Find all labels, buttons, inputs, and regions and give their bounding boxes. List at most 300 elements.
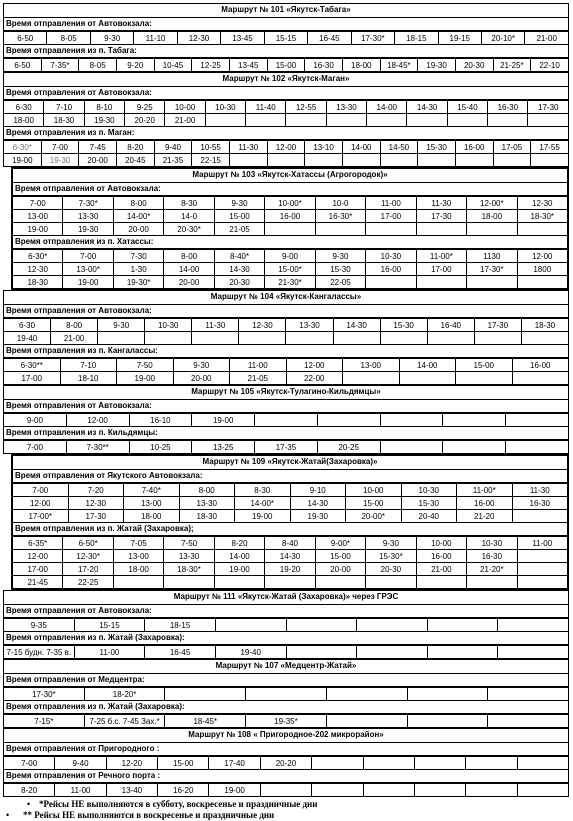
table-row <box>4 141 569 154</box>
time-cell: 7-10 <box>44 101 84 114</box>
times-table <box>12 249 568 289</box>
time-cell <box>343 372 400 385</box>
time-cell <box>286 332 333 345</box>
time-cell: 21-30* <box>265 276 315 289</box>
footnote-text: *Рейсы НЕ выполняются в субботу, воскресенье и праздничные дни <box>39 799 318 809</box>
time-cell: 19-30 <box>63 223 113 236</box>
time-cell <box>447 114 487 127</box>
time-cell <box>517 550 567 563</box>
time-cell: 6-50 <box>4 32 47 45</box>
times-table <box>3 783 569 797</box>
time-cell: 15-00* <box>265 263 315 276</box>
time-cell: 8-00 <box>179 484 235 497</box>
time-cell: 12-00* <box>467 197 517 210</box>
time-cell: 16-30 <box>488 101 528 114</box>
times-table <box>3 100 569 127</box>
time-cell: 18-15 <box>145 619 216 632</box>
time-cell: 16-40 <box>427 319 474 332</box>
time-cell: 10-00 <box>346 484 402 497</box>
table-row <box>13 223 568 236</box>
time-cell <box>246 688 327 701</box>
departure-label: Время отправления из п. Жатай (Захаровка): <box>3 701 569 714</box>
table-row <box>4 757 569 770</box>
time-cell: 7-50 <box>164 537 214 550</box>
time-cell <box>363 757 414 770</box>
time-cell: 12-00 <box>66 414 129 427</box>
table-row <box>4 319 569 332</box>
time-cell: 13-30 <box>286 319 333 332</box>
time-cell: 7-00 <box>4 757 55 770</box>
time-cell: 14-00 <box>214 550 264 563</box>
time-cell: 12-30 <box>239 319 286 332</box>
table-row <box>4 619 569 632</box>
departure-label: Время отправления из п. Кильдямцы: <box>3 427 569 440</box>
time-cell: 7-00 <box>13 484 69 497</box>
time-cell: 13-30 <box>179 497 235 510</box>
time-cell <box>366 223 416 236</box>
time-cell: 20-30 <box>366 563 416 576</box>
times-table <box>3 413 569 427</box>
time-cell: 6-30** <box>4 359 61 372</box>
time-cell: 14-30 <box>290 497 346 510</box>
time-cell <box>333 332 380 345</box>
time-cell: 19-20 <box>265 563 315 576</box>
time-cell <box>380 154 418 167</box>
time-cell: 7-30* <box>63 197 113 210</box>
time-cell: 7-30 <box>113 250 163 263</box>
time-cell: 9-00 <box>265 250 315 263</box>
time-cell <box>466 784 517 797</box>
time-cell: 10-00* <box>265 197 315 210</box>
time-cell: 19-00 <box>209 784 260 797</box>
time-cell <box>427 646 498 659</box>
time-cell <box>98 332 145 345</box>
time-cell: 10-25 <box>129 441 192 454</box>
time-cell <box>326 688 407 701</box>
time-cell <box>456 372 513 385</box>
time-cell: 15-00 <box>346 497 402 510</box>
times-table <box>3 440 569 454</box>
table-row <box>4 715 569 728</box>
time-cell: 9-35 <box>4 619 75 632</box>
time-cell: 14-30 <box>265 550 315 563</box>
time-cell: 11-00 <box>230 359 287 372</box>
time-cell: 14-00 <box>342 141 380 154</box>
time-cell: 14-30 <box>407 101 447 114</box>
time-cell: 13-30 <box>326 101 366 114</box>
time-cell: 16-30 <box>512 497 568 510</box>
time-cell <box>517 223 567 236</box>
time-cell: 9-30 <box>90 32 133 45</box>
time-cell: 8-05 <box>47 32 90 45</box>
time-cell: 16-30* <box>315 210 365 223</box>
time-cell <box>416 576 466 589</box>
time-cell: 6-30* <box>13 250 63 263</box>
time-cell: 7-45 <box>79 141 117 154</box>
route-title: Маршрут № 103 «Якутск-Хатассы (Агрогородок)» <box>12 168 568 183</box>
time-cell: 19-00 <box>13 223 63 236</box>
route-title: Маршрут № 102 «Якутск-Маган» <box>3 72 569 87</box>
time-cell: 6-35* <box>13 537 63 550</box>
time-cell: 20-30 <box>214 276 264 289</box>
route-section <box>11 167 569 290</box>
time-cell: 17-30* <box>467 263 517 276</box>
table-row <box>4 101 569 114</box>
table-row <box>4 154 569 167</box>
time-cell <box>229 154 267 167</box>
departure-label: Время отправления от Автовокзала: <box>3 87 569 100</box>
time-cell: 10-00 <box>165 101 205 114</box>
table-row <box>13 576 568 589</box>
departure-label: Время отправления из п. Кангалассы: <box>3 345 569 358</box>
time-cell <box>399 372 456 385</box>
time-cell: 20-00 <box>164 276 214 289</box>
time-cell: 14-00 <box>164 263 214 276</box>
time-cell <box>498 619 569 632</box>
table-row <box>4 114 569 127</box>
departure-label: Время отправления от Автовокзала: <box>3 305 569 318</box>
time-cell <box>255 414 318 427</box>
time-cell <box>380 414 443 427</box>
time-cell <box>493 154 531 167</box>
route-section <box>3 3 569 72</box>
time-cell: 18-30* <box>164 563 214 576</box>
time-cell: 13-30 <box>164 550 214 563</box>
time-cell: 6-30* <box>4 141 42 154</box>
time-cell: 20-00 <box>79 154 117 167</box>
time-cell: 14-00 <box>367 101 407 114</box>
table-row <box>13 263 568 276</box>
time-cell: 12-00 <box>13 497 69 510</box>
time-cell: 10-30 <box>366 250 416 263</box>
time-cell: 13-00 <box>343 359 400 372</box>
time-cell: 20-30 <box>455 59 493 72</box>
time-cell: 16-00 <box>512 359 569 372</box>
table-row <box>13 550 568 563</box>
time-cell: 9-40 <box>55 757 106 770</box>
time-cell: 19-30* <box>113 276 163 289</box>
time-cell <box>305 154 343 167</box>
time-cell: 18-30 <box>521 319 568 332</box>
time-cell: 21-00 <box>51 332 98 345</box>
time-cell: 18-45* <box>380 59 418 72</box>
time-cell: 20-40 <box>401 510 457 523</box>
time-cell: 19-15 <box>438 32 481 45</box>
times-table <box>3 31 569 45</box>
time-cell: 11-30 <box>512 484 568 497</box>
time-cell: 6-30 <box>4 319 51 332</box>
time-cell: 15-30* <box>366 550 416 563</box>
time-cell <box>512 372 569 385</box>
time-cell <box>517 276 567 289</box>
time-cell: 14-30 <box>333 319 380 332</box>
time-cell: 19-00 <box>63 276 113 289</box>
time-cell: 10-45 <box>154 59 192 72</box>
time-cell: 21-00 <box>525 32 569 45</box>
time-cell: 9-00 <box>4 414 67 427</box>
bullet-icon: • <box>27 799 31 809</box>
time-cell: 12-25 <box>192 59 230 72</box>
time-cell <box>488 688 569 701</box>
departure-label: Время отправления из п. Маган: <box>3 127 569 140</box>
time-cell: 15-15 <box>264 32 307 45</box>
time-cell: 8-20 <box>214 537 264 550</box>
departure-label: Время отправления от Пригородного : <box>3 743 569 756</box>
time-cell: 14-00 <box>399 359 456 372</box>
time-cell <box>342 154 380 167</box>
time-cell <box>265 223 315 236</box>
time-cell: 17-30 <box>528 101 569 114</box>
time-cell: 6-50 <box>4 59 42 72</box>
time-cell: 6-50* <box>63 537 113 550</box>
time-cell <box>517 576 567 589</box>
time-cell: 13-00* <box>63 263 113 276</box>
time-cell: 15-15 <box>74 619 145 632</box>
time-cell: 13-45 <box>221 32 264 45</box>
time-cell: 17-00 <box>13 563 63 576</box>
time-cell <box>357 646 428 659</box>
time-cell: 7-50 <box>117 359 174 372</box>
time-cell <box>488 715 569 728</box>
time-cell: 19-00 <box>192 414 255 427</box>
time-cell: 19-00 <box>214 563 264 576</box>
time-cell <box>488 114 528 127</box>
time-cell: 12-55 <box>286 101 326 114</box>
time-cell: 18-00 <box>342 59 380 72</box>
table-row <box>13 497 568 510</box>
time-cell: 13-00 <box>113 550 163 563</box>
time-cell: 11-30 <box>416 197 466 210</box>
time-cell <box>416 276 466 289</box>
time-cell <box>214 576 264 589</box>
time-cell: 7-00 <box>41 141 79 154</box>
time-cell: 13-40 <box>106 784 157 797</box>
time-cell: 20-20 <box>260 757 311 770</box>
times-table <box>12 536 568 589</box>
time-cell: 18-10 <box>60 372 117 385</box>
time-cell: 20-00 <box>315 563 365 576</box>
route-title: Маршрут № 108 « Пригородное-202 микрорайон» <box>3 728 569 743</box>
time-cell <box>414 784 465 797</box>
time-cell: 9-20 <box>116 59 154 72</box>
time-cell <box>145 332 192 345</box>
time-cell <box>427 332 474 345</box>
table-row <box>13 276 568 289</box>
time-cell <box>286 114 326 127</box>
table-row <box>4 688 569 701</box>
time-cell: 19-30 <box>290 510 346 523</box>
time-cell <box>286 646 357 659</box>
time-cell: 9-10 <box>290 484 346 497</box>
time-cell: 14-0 <box>164 210 214 223</box>
time-cell <box>315 576 365 589</box>
table-row <box>13 484 568 497</box>
time-cell <box>357 619 428 632</box>
time-cell: 15-30 <box>418 141 456 154</box>
time-cell: 13-30 <box>63 210 113 223</box>
times-table <box>3 618 569 632</box>
time-cell: 7-00 <box>63 250 113 263</box>
time-cell: 7-40* <box>124 484 180 497</box>
time-cell <box>517 784 568 797</box>
route-title: Маршрут № 109 «Якутск-Жатай(Захаровка)» <box>12 455 568 470</box>
time-cell: 19-30 <box>418 59 456 72</box>
time-cell: 7-00 <box>13 197 63 210</box>
time-cell: 10-30 <box>401 484 457 497</box>
time-cell: 19-35* <box>246 715 327 728</box>
time-cell: 18-30* <box>517 210 567 223</box>
time-cell: 12-00 <box>517 250 567 263</box>
time-cell: 18-30 <box>44 114 84 127</box>
time-cell: 18-30 <box>179 510 235 523</box>
time-cell: 16-20 <box>158 784 209 797</box>
time-cell: 20-20 <box>125 114 165 127</box>
time-cell: 1-30 <box>113 263 163 276</box>
time-cell <box>466 757 517 770</box>
time-cell: 21-20* <box>467 563 517 576</box>
time-cell: 16-10 <box>129 414 192 427</box>
time-cell <box>312 784 363 797</box>
times-table <box>3 756 569 770</box>
time-cell <box>164 576 214 589</box>
time-cell <box>531 154 569 167</box>
departure-label: Время отправления из п. Жатай (Захаровка); <box>12 523 568 536</box>
time-cell <box>165 688 246 701</box>
times-table <box>3 358 569 385</box>
route-title: Маршрут № 107 «Медцентр-Жатай» <box>3 659 569 674</box>
time-cell: 17-00 <box>4 372 61 385</box>
time-cell: 8-00 <box>164 250 214 263</box>
time-cell <box>363 784 414 797</box>
time-cell: 12-20 <box>106 757 157 770</box>
time-cell <box>416 223 466 236</box>
time-cell: 16-30 <box>467 550 517 563</box>
time-cell: 11-10 <box>134 32 177 45</box>
time-cell: 11-30 <box>192 319 239 332</box>
time-cell: 22-25 <box>63 576 113 589</box>
time-cell <box>366 576 416 589</box>
time-cell: 15-00 <box>315 550 365 563</box>
time-cell: 17-40 <box>209 757 260 770</box>
time-cell: 21-00 <box>416 563 466 576</box>
times-table <box>12 196 568 236</box>
time-cell: 18-00 <box>4 114 44 127</box>
time-cell: 19-40 <box>4 332 51 345</box>
time-cell: 17-55 <box>531 141 569 154</box>
time-cell: 9-30 <box>98 319 145 332</box>
time-cell: 19-00 <box>117 372 174 385</box>
footnote-text: ** Рейсы НЕ выполняются в воскресенье и праздничные дни <box>23 810 275 820</box>
times-table <box>3 58 569 72</box>
route-section <box>3 590 569 659</box>
time-cell: 14-50 <box>380 141 418 154</box>
time-cell: 22-05 <box>315 276 365 289</box>
time-cell: 13-00 <box>124 497 180 510</box>
time-cell: 8-00 <box>113 197 163 210</box>
time-cell: 12-00 <box>267 141 305 154</box>
time-cell: 8-20 <box>4 784 55 797</box>
table-row <box>13 510 568 523</box>
table-row <box>13 563 568 576</box>
departure-label: Время отправления от Автовокзала: <box>3 400 569 413</box>
time-cell: 17-30 <box>416 210 466 223</box>
time-cell: 9-00* <box>315 537 365 550</box>
time-cell: 19-40 <box>215 646 286 659</box>
time-cell: 17-30 <box>68 510 124 523</box>
time-cell: 21-00 <box>165 114 205 127</box>
route-section <box>3 72 569 167</box>
route-section <box>11 454 569 590</box>
time-cell: 22-10 <box>531 59 569 72</box>
time-cell <box>260 784 311 797</box>
time-cell: 11-40 <box>246 101 286 114</box>
route-section <box>3 659 569 728</box>
time-cell: 18-00 <box>124 510 180 523</box>
time-cell <box>517 563 567 576</box>
departure-label: Время отправления из п. Хатассы: <box>12 236 568 249</box>
time-cell: 20-30* <box>164 223 214 236</box>
table-row <box>13 250 568 263</box>
time-cell: 9-30 <box>173 359 230 372</box>
time-cell: 19-00 <box>4 154 42 167</box>
route-section <box>3 290 569 385</box>
time-cell: 18-00 <box>113 563 163 576</box>
route-title: Маршрут № 105 «Якутск-Тулагино-Кильдямцы» <box>3 385 569 400</box>
time-cell: 15-00 <box>456 359 513 372</box>
time-cell: 8-40* <box>214 250 264 263</box>
time-cell: 7-15 будн. 7-35 в. <box>4 646 75 659</box>
departure-label: Время отправления от Речного порта : <box>3 770 569 783</box>
time-cell: 12-30 <box>68 497 124 510</box>
time-cell: 16-00 <box>455 141 493 154</box>
time-cell <box>528 114 569 127</box>
time-cell: 17-30 <box>474 319 521 332</box>
departure-label: Время отправления из п. Табага: <box>3 45 569 58</box>
times-table <box>3 645 569 659</box>
time-cell: 8-40 <box>265 537 315 550</box>
time-cell: 13-25 <box>192 441 255 454</box>
times-table <box>3 318 569 345</box>
times-table <box>3 714 569 728</box>
time-cell: 12-30* <box>63 550 113 563</box>
time-cell: 21-25* <box>493 59 531 72</box>
time-cell: 8-05 <box>79 59 117 72</box>
time-cell: 7-35* <box>41 59 79 72</box>
time-cell: 7-00 <box>4 441 67 454</box>
time-cell: 6-30 <box>4 101 44 114</box>
time-cell: 10-30 <box>467 537 517 550</box>
time-cell: 16-45 <box>308 32 351 45</box>
time-cell: 18-30 <box>13 276 63 289</box>
table-row <box>4 441 569 454</box>
table-row <box>4 332 569 345</box>
time-cell <box>414 757 465 770</box>
time-cell <box>267 154 305 167</box>
time-cell: 21-05 <box>230 372 287 385</box>
time-cell: 8-30 <box>235 484 291 497</box>
time-cell <box>506 414 569 427</box>
time-cell <box>326 715 407 728</box>
time-cell: 9-30 <box>214 197 264 210</box>
footnote <box>3 810 569 821</box>
table-row <box>4 359 569 372</box>
time-cell: 14-00* <box>235 497 291 510</box>
time-cell <box>498 646 569 659</box>
table-row <box>4 414 569 427</box>
table-row <box>13 197 568 210</box>
time-cell: 18-00 <box>467 210 517 223</box>
footnotes <box>3 799 569 821</box>
